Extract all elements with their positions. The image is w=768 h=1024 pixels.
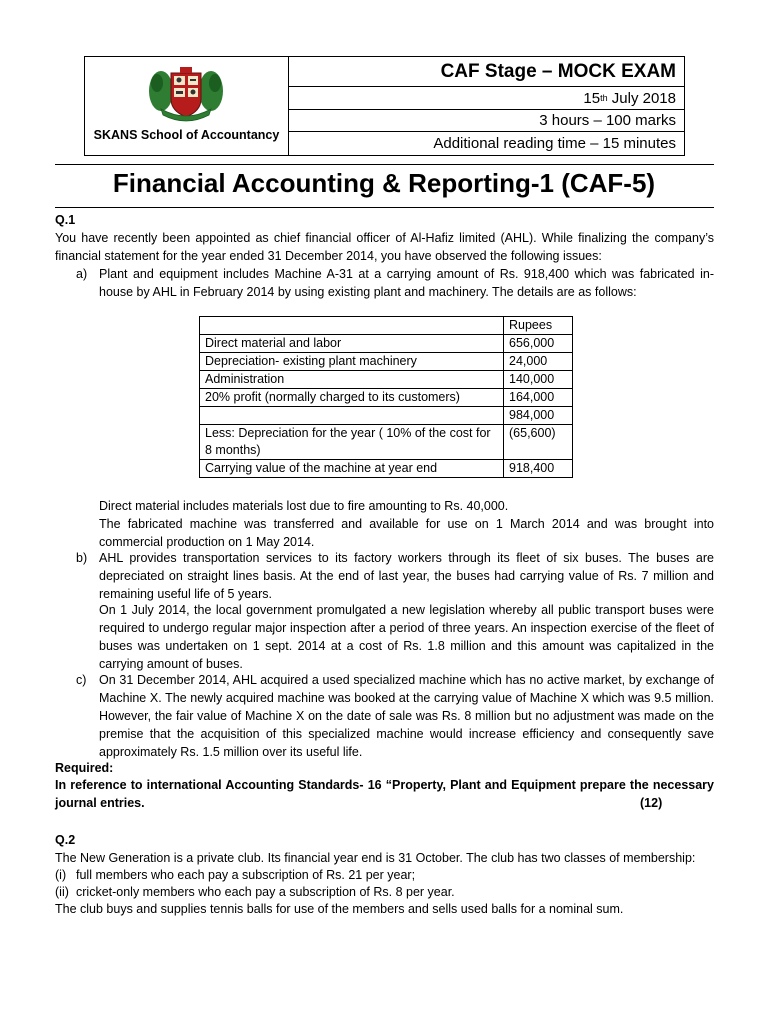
q1-b-text1: AHL provides transportation services to its factory workers through its fleet of six buses. The buses are depreciated on straight lines basis. At the end of last year, the buses had carrying value of Rs. 7 million and remaining useful life of 5 years.: [99, 551, 714, 601]
table-row: Depreciation- existing plant machinery 24,000: [200, 353, 573, 371]
q1-a-note1: Direct material includes materials lost due to fire amounting to Rs. 40,000.: [99, 499, 509, 513]
q1-b-marker: b): [76, 551, 88, 565]
q1-b-text2: On 1 July 2014, the local government promulgated a new legislation whereby all public transport buses were required to undergo regular major inspection after a period of three years. An inspection exercise of the fleet of buses was undertaken on 1 sept. 2014 at a cost of Rs. 1.8 million and this amount was capitalized in the carrying amount of buses.: [99, 603, 714, 671]
exam-duration: 3 hours – 100 marks: [289, 110, 684, 132]
q2-ii-marker: (ii): [55, 885, 69, 899]
exam-header: [84, 56, 685, 156]
table-header-rupees: Rupees: [504, 317, 573, 335]
q1-a-marker: a): [76, 267, 88, 281]
exam-date-rest: July 2018: [607, 89, 676, 107]
table-row: Direct material and labor 656,000: [200, 335, 573, 353]
q1-a-note2: The fabricated machine was transferred and available for use on 1 March 2014 and was brought into commercial production on 1 May 2014.: [99, 517, 714, 549]
q2-i-marker: (i): [55, 868, 67, 882]
table-row: Less: Depreciation for the year ( 10% of the cost for 8 months) (65,600): [200, 425, 573, 460]
table-row: Administration 140,000: [200, 371, 573, 389]
q1-marks: (12): [640, 796, 663, 810]
table-row: 20% profit (normally charged to its customers) 164,000: [200, 389, 573, 407]
q1-a-text: Plant and equipment includes Machine A-31 at a carrying amount of Rs. 918,400 which was fabricated in-house by AHL in February 2014 by using existing plant and machinery. The details are as follows:: [99, 267, 714, 299]
school-crest-icon: [147, 65, 225, 125]
title-top-rule: [55, 164, 714, 165]
q1-label: Q.1: [55, 213, 76, 227]
q2-outro: The club buys and supplies tennis balls for use of the members and sells used balls for a nominal sum.: [55, 902, 624, 916]
q1-c-text: On 31 December 2014, AHL acquired a used specialized machine which has no active market, by exchange of Machine X. The newly acquired machine was booked at the carrying value of Machine X which was 9.5 million. However, the fair value of Machine X on the date of sale was Rs. 8 million but no adjustment was made on the premise that the acquisition of this specialized machine would increase efficiency and consequently save approximately Rs. 1.5 million over its useful life.: [99, 673, 714, 759]
school-name: SKANS School of Accountancy: [93, 128, 280, 142]
table-header-row: [200, 317, 573, 335]
exam-reading-time: Additional reading time – 15 minutes: [433, 135, 676, 152]
q2-i-text: full members who each pay a subscription of Rs. 21 per year;: [76, 868, 416, 882]
q2-intro: The New Generation is a private club. Its financial year end is 31 October. The club has two classes of membership:: [55, 851, 696, 865]
q2-label: Q.2: [55, 833, 76, 847]
page-title: Financial Accounting & Reporting-1 (CAF-5): [112, 168, 656, 198]
q2-ii-text: cricket-only members who each pay a subscription of Rs. 8 per year.: [76, 885, 455, 899]
exam-info-cell: [289, 57, 684, 155]
school-logo-cell: [85, 57, 289, 155]
q1-c-marker: c): [76, 673, 87, 687]
q1-required-text: In reference to international Accounting Standards- 16 “Property, Plant and Equipment prepare the necessary journal entries.: [55, 778, 714, 810]
cost-table: [199, 316, 573, 478]
table-row: Carrying value of the machine at year end 918,400: [200, 460, 573, 478]
table-row: 984,000: [200, 407, 573, 425]
q1-intro: You have recently been appointed as chief financial officer of Al-Hafiz limited (AHL). While finalizing the company’s financial statement for the year ended 31 December 2014, you have observed the following issues:: [55, 231, 714, 263]
title-bottom-rule: [55, 207, 714, 208]
exam-date-day: 15: [583, 89, 601, 107]
exam-title: CAF Stage – MOCK EXAM: [289, 57, 684, 87]
q1-required-label: Required:: [55, 761, 114, 775]
exam-date: 15 th July 2018: [289, 87, 684, 110]
